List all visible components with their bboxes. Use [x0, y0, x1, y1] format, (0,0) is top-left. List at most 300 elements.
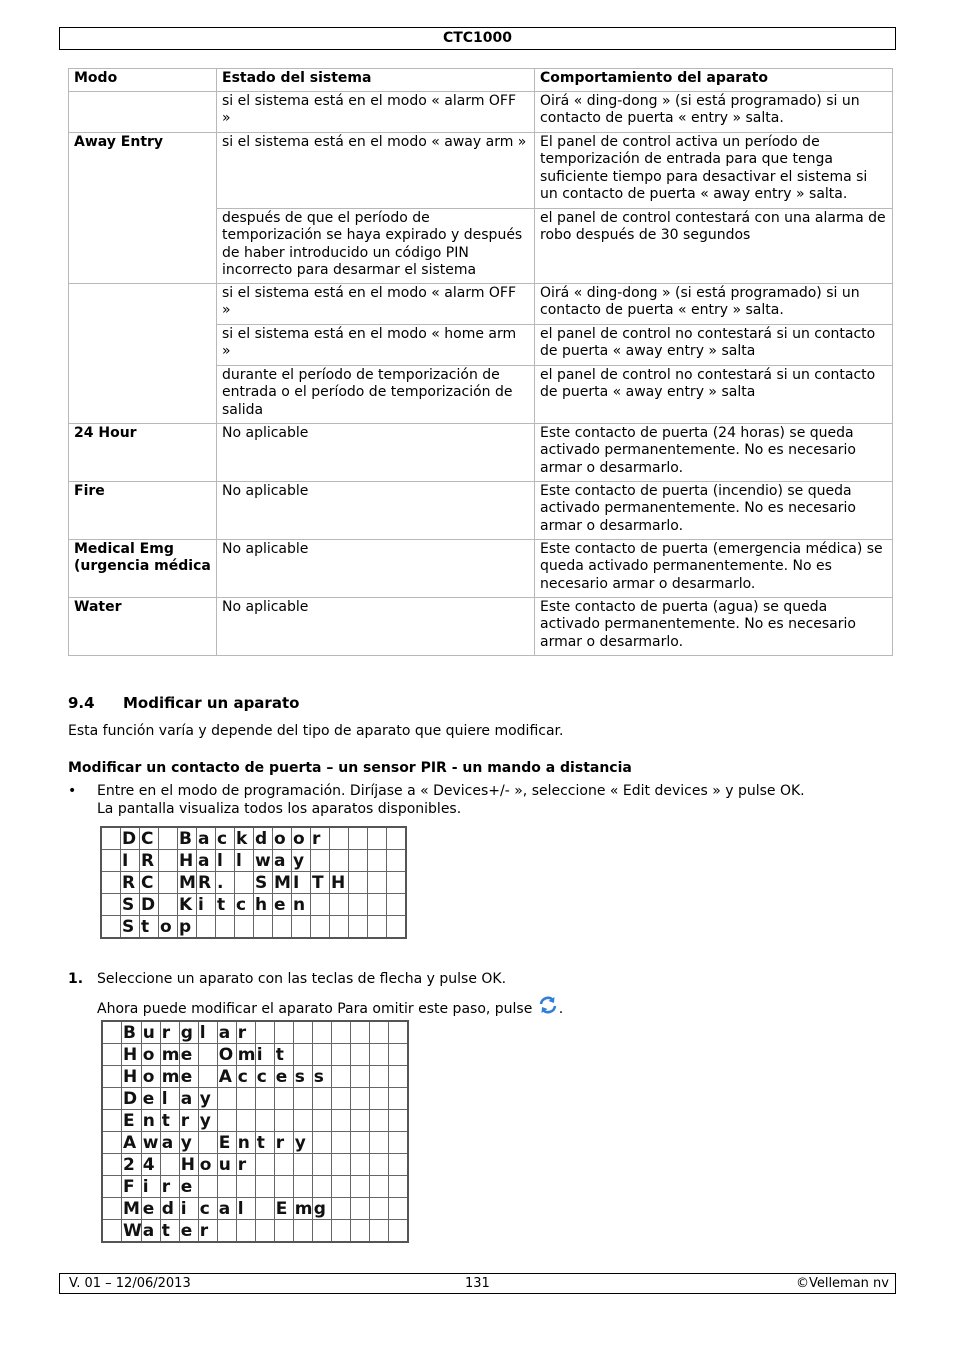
- lcd-cell: [122, 1021, 142, 1044]
- mode-cell: Fire: [69, 481, 217, 539]
- lcd-cell: [179, 1198, 198, 1220]
- lcd-char: o: [199, 1154, 212, 1175]
- lcd-cell: [198, 1021, 217, 1044]
- lcd-cell: [102, 1220, 122, 1243]
- lcd-char: o: [293, 828, 305, 849]
- lcd-cell: [198, 1132, 217, 1154]
- lcd-char: E: [123, 1110, 135, 1131]
- page-number: 131: [465, 1276, 490, 1291]
- lcd-cell: [293, 1132, 312, 1154]
- lcd-cell: [160, 1176, 179, 1198]
- lcd-cell: [236, 1088, 255, 1110]
- table-row: [69, 539, 893, 597]
- lcd-char: t: [217, 894, 226, 915]
- lcd-char: n: [293, 894, 306, 915]
- lcd-cell: [293, 1066, 312, 1088]
- lcd-cell: [368, 872, 387, 894]
- lcd-cell: [217, 1132, 236, 1154]
- lcd-row: [101, 894, 406, 916]
- lcd-cell: [122, 1044, 142, 1066]
- lcd-cell: [217, 1176, 236, 1198]
- lcd-char: K: [179, 894, 193, 915]
- lcd-char: .: [217, 872, 224, 893]
- lcd-cell: [274, 1110, 293, 1132]
- lcd-cell: [387, 827, 407, 850]
- lcd-cell: [197, 872, 216, 894]
- lcd-cell: [274, 1220, 293, 1243]
- lcd-cell: [217, 1110, 236, 1132]
- state-cell: No aplicable: [217, 423, 535, 481]
- bullet-text: [97, 783, 805, 818]
- copyright: ©Velleman nv: [795, 1276, 889, 1291]
- lcd-cell: [160, 1066, 179, 1088]
- lcd-char: c: [199, 1198, 210, 1219]
- lcd-row: [102, 1021, 408, 1044]
- lcd-cell: [198, 1176, 217, 1198]
- lcd-cell: [101, 872, 121, 894]
- behavior-cell: el panel de control no contestará si un contacto de puerta « away entry » salta: [535, 365, 893, 423]
- header-behavior: Comportamiento del aparato: [535, 69, 893, 92]
- lcd-cell: [255, 1176, 274, 1198]
- lcd-cell: [387, 872, 407, 894]
- lcd-cell: [293, 1220, 312, 1243]
- lcd-cell: [388, 1066, 408, 1088]
- lcd-cell: [102, 1066, 122, 1088]
- lcd-char: R: [122, 872, 136, 893]
- lcd-cell: [236, 1066, 255, 1088]
- lcd-cell: [350, 1132, 369, 1154]
- lcd-cell: [349, 827, 368, 850]
- lcd-char: o: [274, 828, 286, 849]
- lcd-char: a: [142, 1220, 155, 1241]
- lcd-cell: [293, 1198, 312, 1220]
- document-footer: [59, 1273, 896, 1294]
- lcd-cell: [141, 1132, 160, 1154]
- lcd-cell: [197, 850, 216, 872]
- lcd-char: a: [218, 1198, 231, 1219]
- lcd-cell: [273, 916, 292, 939]
- lcd-cell: [349, 850, 368, 872]
- lcd-cell: [330, 827, 349, 850]
- lcd-cell: [179, 1066, 198, 1088]
- lcd-cell: [122, 1154, 142, 1176]
- lcd-char: m: [294, 1198, 313, 1219]
- lcd-cell: [236, 1021, 255, 1044]
- lcd-row: [101, 872, 406, 894]
- lcd-cell: [369, 1154, 388, 1176]
- section-number: 9.4: [68, 694, 95, 712]
- lcd-cell: [102, 1132, 122, 1154]
- lcd-cell: [101, 827, 121, 850]
- lcd-cell: [350, 1220, 369, 1243]
- lcd-cell: [178, 850, 197, 872]
- lcd-char: d: [255, 828, 268, 849]
- lcd-char: k: [236, 828, 248, 849]
- lcd-char: R: [141, 850, 155, 871]
- lcd-cell: [350, 1176, 369, 1198]
- lcd-char: a: [218, 1022, 231, 1043]
- lcd-char: H: [331, 872, 346, 893]
- mode-behavior-table: [68, 68, 893, 656]
- lcd-row: [102, 1110, 408, 1132]
- lcd-cell: [141, 1088, 160, 1110]
- lcd-cell: [198, 1066, 217, 1088]
- lcd-row: [101, 827, 406, 850]
- lcd-row: [102, 1044, 408, 1066]
- lcd-cell: [178, 872, 197, 894]
- lcd-cell: [141, 1021, 160, 1044]
- step-text-end: .: [558, 1001, 564, 1017]
- lcd-row: [102, 1066, 408, 1088]
- lcd-cell: [255, 1044, 274, 1066]
- lcd-cell: [141, 1044, 160, 1066]
- lcd-cell: [350, 1110, 369, 1132]
- lcd-char: t: [256, 1132, 265, 1153]
- lcd-char: e: [275, 1066, 288, 1087]
- lcd-char: a: [274, 850, 286, 871]
- lcd-char: a: [198, 850, 210, 871]
- lcd-cell: [369, 1198, 388, 1220]
- state-cell: si el sistema está en el modo « away arm »: [217, 132, 535, 208]
- lcd-char: a: [180, 1088, 193, 1109]
- lcd-cell: [274, 1044, 293, 1066]
- lcd-char: B: [179, 828, 192, 849]
- lcd-char: a: [198, 828, 210, 849]
- lcd-cell: [274, 1021, 293, 1044]
- lcd-cell: [160, 1021, 179, 1044]
- lcd-char: E: [275, 1198, 288, 1219]
- lcd-cell: [388, 1176, 408, 1198]
- section-heading: [68, 694, 299, 712]
- lcd-char: y: [180, 1132, 192, 1153]
- lcd-char: r: [161, 1176, 171, 1197]
- lcd-cell: [216, 872, 235, 894]
- table-row: [69, 132, 893, 208]
- lcd-char: M: [123, 1198, 140, 1219]
- lcd-char: l: [217, 850, 223, 871]
- lcd-cell: [121, 872, 140, 894]
- lcd-cell: [178, 894, 197, 916]
- lcd-cell: [141, 1176, 160, 1198]
- lcd-cell: [350, 1021, 369, 1044]
- lcd-row: [102, 1154, 408, 1176]
- lcd-char: H: [179, 850, 194, 871]
- lcd-cell: [274, 1176, 293, 1198]
- lcd-cell: [350, 1088, 369, 1110]
- lcd-cell: [312, 1132, 331, 1154]
- lcd-char: R: [198, 872, 212, 893]
- section-intro: Esta función varía y depende del tipo de aparato que quiere modificar.: [68, 723, 564, 739]
- lcd-char: g: [180, 1022, 193, 1043]
- lcd-char: m: [237, 1044, 256, 1065]
- lcd-cell: [369, 1088, 388, 1110]
- lcd-char: u: [218, 1154, 231, 1175]
- lcd-char: c: [256, 1066, 267, 1087]
- lcd-cell: [159, 827, 178, 850]
- state-cell: No aplicable: [217, 481, 535, 539]
- lcd-char: t: [275, 1044, 284, 1065]
- lcd-cell: [255, 1132, 274, 1154]
- lcd-cell: [387, 850, 407, 872]
- lcd-cell: [141, 1110, 160, 1132]
- refresh-icon: [537, 995, 559, 1015]
- lcd-cell: [255, 1066, 274, 1088]
- lcd-char: e: [180, 1220, 193, 1241]
- lcd-cell: [273, 872, 292, 894]
- lcd-cell: [216, 850, 235, 872]
- lcd-cell: [388, 1110, 408, 1132]
- lcd-cell: [217, 1066, 236, 1088]
- lcd-char: l: [199, 1022, 206, 1043]
- lcd-char: E: [218, 1132, 231, 1153]
- lcd-cell: [330, 916, 349, 939]
- lcd-cell: [387, 894, 407, 916]
- lcd-cell: [102, 1176, 122, 1198]
- lcd-cell: [198, 1110, 217, 1132]
- lcd-cell: [331, 1044, 350, 1066]
- lcd-cell: [217, 1088, 236, 1110]
- lcd-cell: [350, 1066, 369, 1088]
- lcd-cell: [293, 1021, 312, 1044]
- step-line: Seleccione un aparato con las teclas de flecha y pulse OK.: [97, 971, 507, 987]
- lcd-cell: [331, 1088, 350, 1110]
- lcd-cell: [350, 1154, 369, 1176]
- behavior-cell: el panel de control contestará con una alarma de robo después de 30 segundos: [535, 208, 893, 283]
- lcd-cell: [369, 1176, 388, 1198]
- lcd-char: w: [142, 1132, 159, 1153]
- lcd-char: F: [123, 1176, 135, 1197]
- lcd-cell: [141, 1066, 160, 1088]
- lcd-cell: [293, 1044, 312, 1066]
- lcd-cell: [388, 1220, 408, 1243]
- lcd-cell: [217, 1198, 236, 1220]
- lcd-cell: [217, 1154, 236, 1176]
- lcd-cell: [236, 1110, 255, 1132]
- lcd-cell: [388, 1132, 408, 1154]
- lcd-char: o: [142, 1044, 155, 1065]
- lcd-char: o: [160, 916, 172, 937]
- lcd-char: i: [198, 894, 204, 915]
- lcd-cell: [254, 894, 273, 916]
- lcd-cell: [179, 1220, 198, 1243]
- lcd-cell: [101, 850, 121, 872]
- lcd-cell: [216, 916, 235, 939]
- lcd-char: 4: [142, 1154, 155, 1175]
- lcd-cell: [292, 850, 311, 872]
- lcd-cell: [141, 1198, 160, 1220]
- lcd-cell: [350, 1044, 369, 1066]
- lcd-char: H: [123, 1044, 138, 1065]
- lcd-cell: [179, 1132, 198, 1154]
- lcd-cell: [102, 1154, 122, 1176]
- lcd-cell: [331, 1220, 350, 1243]
- lcd-cell: [122, 1088, 142, 1110]
- table-row: [69, 423, 893, 481]
- lcd-cell: [330, 894, 349, 916]
- lcd-char: e: [180, 1066, 193, 1087]
- table-row: [69, 283, 893, 324]
- lcd-cell: [122, 1198, 142, 1220]
- lcd-cell: [255, 1021, 274, 1044]
- lcd-char: r: [312, 828, 321, 849]
- lcd-cell: [293, 1110, 312, 1132]
- lcd-cell: [331, 1021, 350, 1044]
- lcd-char: t: [161, 1110, 170, 1131]
- lcd-cell: [387, 916, 407, 939]
- lcd-char: c: [237, 1066, 248, 1087]
- state-cell: No aplicable: [217, 539, 535, 597]
- lcd-cell: [331, 1154, 350, 1176]
- lcd-char: r: [275, 1132, 285, 1153]
- lcd-char: H: [180, 1154, 195, 1175]
- lcd-row: [102, 1132, 408, 1154]
- lcd-cell: [101, 916, 121, 939]
- behavior-cell: Este contacto de puerta (emergencia médica) se queda activado permanentemente. No es necesario armar o desarmarlo.: [535, 539, 893, 597]
- lcd-char: d: [161, 1198, 174, 1219]
- bullet-line: Entre en el modo de programación. Diríjase a « Devices+/- », seleccione « Edit devices » y pulse OK.: [97, 783, 805, 799]
- lcd-cell: [273, 894, 292, 916]
- lcd-cell: [122, 1066, 142, 1088]
- lcd-char: r: [161, 1022, 171, 1043]
- lcd-cell: [102, 1021, 122, 1044]
- lcd-cell: [236, 1176, 255, 1198]
- mode-cell: Away Entry: [69, 132, 217, 283]
- lcd-cell: [312, 1021, 331, 1044]
- lcd-cell: [122, 1132, 142, 1154]
- lcd-cell: [160, 1132, 179, 1154]
- lcd-char: H: [123, 1066, 138, 1087]
- lcd-cell: [254, 827, 273, 850]
- lcd-cell: [369, 1044, 388, 1066]
- lcd-char: S: [122, 894, 135, 915]
- lcd-cell: [311, 916, 330, 939]
- lcd-cell: [236, 1154, 255, 1176]
- lcd-cell: [198, 1044, 217, 1066]
- behavior-cell: Oirá « ding-dong » (si está programado) si un contacto de puerta « entry » salta.: [535, 283, 893, 324]
- lcd-cell: [160, 1198, 179, 1220]
- state-cell: No aplicable: [217, 597, 535, 655]
- lcd-cell: [368, 916, 387, 939]
- bullet-mark: •: [68, 783, 77, 799]
- lcd-cell: [160, 1110, 179, 1132]
- table-header-row: [69, 69, 893, 92]
- lcd-char: c: [236, 894, 247, 915]
- lcd-cell: [140, 894, 159, 916]
- lcd-cell: [369, 1066, 388, 1088]
- lcd-char: S: [255, 872, 268, 893]
- lcd-char: r: [237, 1154, 247, 1175]
- lcd-char: e: [180, 1176, 193, 1197]
- lcd-cell: [331, 1110, 350, 1132]
- lcd-cell: [388, 1088, 408, 1110]
- lcd-char: n: [142, 1110, 155, 1131]
- lcd-cell: [122, 1220, 142, 1243]
- lcd-cell: [235, 827, 254, 850]
- lcd-cell: [160, 1220, 179, 1243]
- lcd-char: g: [313, 1198, 326, 1219]
- lcd-cell: [217, 1220, 236, 1243]
- lcd-cell: [160, 1088, 179, 1110]
- lcd-cell: [236, 1198, 255, 1220]
- behavior-cell: Oirá « ding-dong » (si está programado) si un contacto de puerta « entry » salta.: [535, 91, 893, 132]
- lcd-cell: [311, 872, 330, 894]
- lcd-cell: [274, 1066, 293, 1088]
- lcd-display-edit-menu: [101, 1020, 409, 1243]
- lcd-char: i: [256, 1044, 263, 1065]
- lcd-cell: [217, 1044, 236, 1066]
- lcd-cell: [160, 1154, 179, 1176]
- lcd-cell: [369, 1220, 388, 1243]
- lcd-cell: [121, 850, 140, 872]
- lcd-cell: [101, 894, 121, 916]
- lcd-cell: [350, 1198, 369, 1220]
- lcd-cell: [293, 1088, 312, 1110]
- lcd-char: e: [142, 1088, 155, 1109]
- lcd-cell: [292, 916, 311, 939]
- lcd-char: c: [217, 828, 228, 849]
- lcd-cell: [179, 1021, 198, 1044]
- lcd-char: h: [255, 894, 268, 915]
- lcd-cell: [274, 1198, 293, 1220]
- lcd-char: n: [237, 1132, 250, 1153]
- lcd-char: I: [293, 872, 300, 893]
- lcd-cell: [102, 1088, 122, 1110]
- section-title: Modificar un aparato: [123, 694, 300, 712]
- lcd-cell: [140, 872, 159, 894]
- lcd-cell: [369, 1132, 388, 1154]
- lcd-char: p: [179, 916, 192, 937]
- lcd-char: y: [294, 1132, 306, 1153]
- lcd-cell: [330, 872, 349, 894]
- lcd-char: y: [199, 1110, 211, 1131]
- lcd-row: [102, 1176, 408, 1198]
- step-text: Ahora puede modificar el aparato Para omitir este paso, pulse: [97, 1001, 533, 1017]
- product-code: CTC1000: [442, 30, 513, 46]
- version-date: V. 01 – 12/06/2013: [69, 1276, 191, 1291]
- lcd-cell: [121, 894, 140, 916]
- lcd-cell: [331, 1066, 350, 1088]
- lcd-char: y: [293, 850, 305, 871]
- lcd-cell: [369, 1021, 388, 1044]
- behavior-cell: El panel de control activa un período de temporización de entrada para que tenga suficiente tiempo para desactivar el sistema si un contacto de puerta « away entry » salta.: [535, 132, 893, 208]
- lcd-cell: [292, 872, 311, 894]
- subsection-heading: Modificar un contacto de puerta – un sensor PIR - un mando a distancia: [68, 760, 632, 776]
- lcd-cell: [159, 850, 178, 872]
- lcd-cell: [274, 1132, 293, 1154]
- lcd-cell: [198, 1220, 217, 1243]
- lcd-cell: [311, 827, 330, 850]
- lcd-cell: [255, 1088, 274, 1110]
- lcd-cell: [254, 916, 273, 939]
- table-row: [69, 481, 893, 539]
- lcd-char: l: [237, 1198, 244, 1219]
- lcd-cell: [235, 872, 254, 894]
- lcd-char: 2: [123, 1154, 135, 1175]
- lcd-char: r: [199, 1220, 209, 1241]
- lcd-cell: [178, 916, 197, 939]
- lcd-char: a: [161, 1132, 174, 1153]
- lcd-row: [101, 916, 406, 939]
- lcd-cell: [198, 1088, 217, 1110]
- lcd-cell: [122, 1110, 142, 1132]
- lcd-cell: [312, 1220, 331, 1243]
- lcd-char: y: [199, 1088, 211, 1109]
- behavior-cell: Este contacto de puerta (agua) se queda activado permanentemente. No es necesario armar o desarmarlo.: [535, 597, 893, 655]
- lcd-cell: [349, 916, 368, 939]
- lcd-char: l: [161, 1088, 168, 1109]
- lcd-cell: [273, 850, 292, 872]
- lcd-cell: [198, 1198, 217, 1220]
